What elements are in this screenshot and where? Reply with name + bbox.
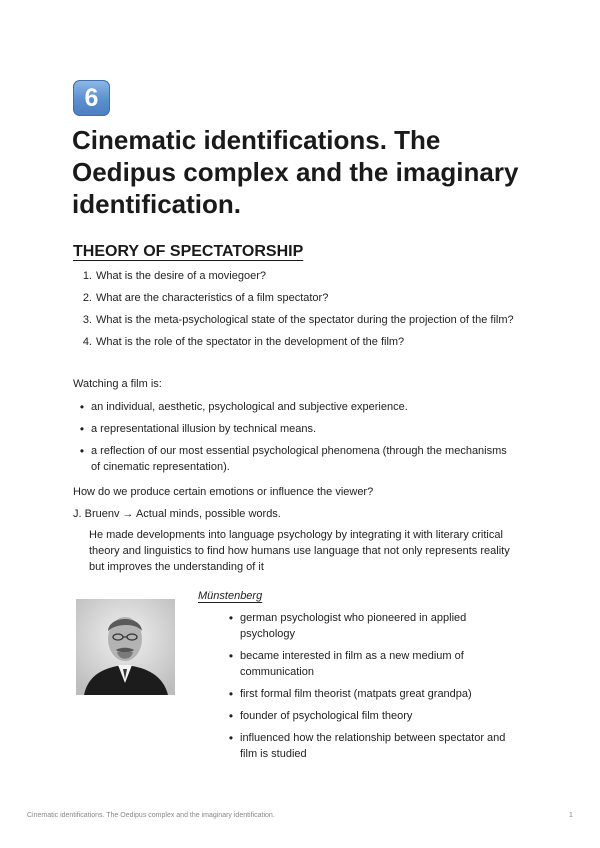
section-heading: THEORY OF SPECTATORSHIP (73, 243, 304, 260)
item-number: 4. (82, 336, 92, 348)
bruner-reference: J. Bruenv → Actual minds, possible words. (73, 508, 281, 520)
emotions-question: How do we produce certain emotions or influence the viewer? (73, 486, 374, 498)
portrait-illustration (76, 599, 175, 695)
list-item (222, 648, 522, 680)
list-item (222, 610, 522, 642)
bullet-icon: • (79, 444, 85, 458)
questions-list (73, 268, 523, 356)
item-text: first formal film theorist (matpats great grandpa) (240, 688, 472, 700)
list-item (73, 312, 523, 328)
item-number: 2. (82, 292, 92, 304)
bullet-icon: • (79, 422, 85, 436)
watching-list (73, 399, 513, 481)
list-item (222, 708, 522, 724)
item-text: influenced how the relationship between spectator and film is studied (240, 732, 506, 760)
bullet-icon: • (228, 649, 234, 663)
footer-title: Cinematic identifications. The Oedipus complex and the imaginary identification. (27, 812, 275, 819)
bruner-note: He made developments into language psychology by integrating it with literary critical theory and linguistics to find how humans use language that not only represents reality but improves the understanding of it (89, 529, 510, 573)
list-item (73, 290, 523, 306)
munsterberg-facts (222, 610, 522, 768)
bullet-icon: • (228, 687, 234, 701)
item-number: 3. (82, 314, 92, 326)
watching-intro: Watching a film is: (73, 378, 162, 390)
page-title: Cinematic identifications. The Oedipus complex and the imaginary identification. (72, 125, 519, 219)
bullet-icon: • (228, 709, 234, 723)
list-item (73, 443, 513, 475)
item-number: 1. (82, 270, 92, 282)
list-item (222, 730, 522, 762)
item-text: german psychologist who pioneered in applied psychology (240, 612, 467, 640)
list-item (222, 686, 522, 702)
page-number: 1 (569, 812, 573, 819)
item-text: a reflection of our most essential psychological phenomena (through the mechanisms of cinematic representation). (91, 445, 507, 473)
portrait-photo (76, 599, 175, 695)
item-text: What are the characteristics of a film spectator? (96, 292, 329, 304)
bullet-icon: • (228, 731, 234, 745)
item-text: What is the role of the spectator in the development of the film? (96, 336, 405, 348)
item-text: a representational illusion by technical means. (91, 423, 317, 435)
list-item (73, 399, 513, 415)
bullet-icon: • (79, 400, 85, 414)
munsterberg-caption: Münstenberg (198, 590, 263, 602)
list-item (73, 334, 523, 350)
item-text: What is the meta-psychological state of the spectator during the projection of the film? (96, 314, 514, 326)
item-text: founder of psychological film theory (240, 710, 413, 722)
list-item (73, 421, 513, 437)
item-text: became interested in film as a new medium of communication (240, 650, 464, 678)
bullet-icon: • (228, 611, 234, 625)
item-text: an individual, aesthetic, psychological and subjective experience. (91, 401, 408, 413)
number-badge: 6 (73, 80, 110, 116)
list-item (73, 268, 523, 284)
item-text: What is the desire of a moviegoer? (96, 270, 266, 282)
